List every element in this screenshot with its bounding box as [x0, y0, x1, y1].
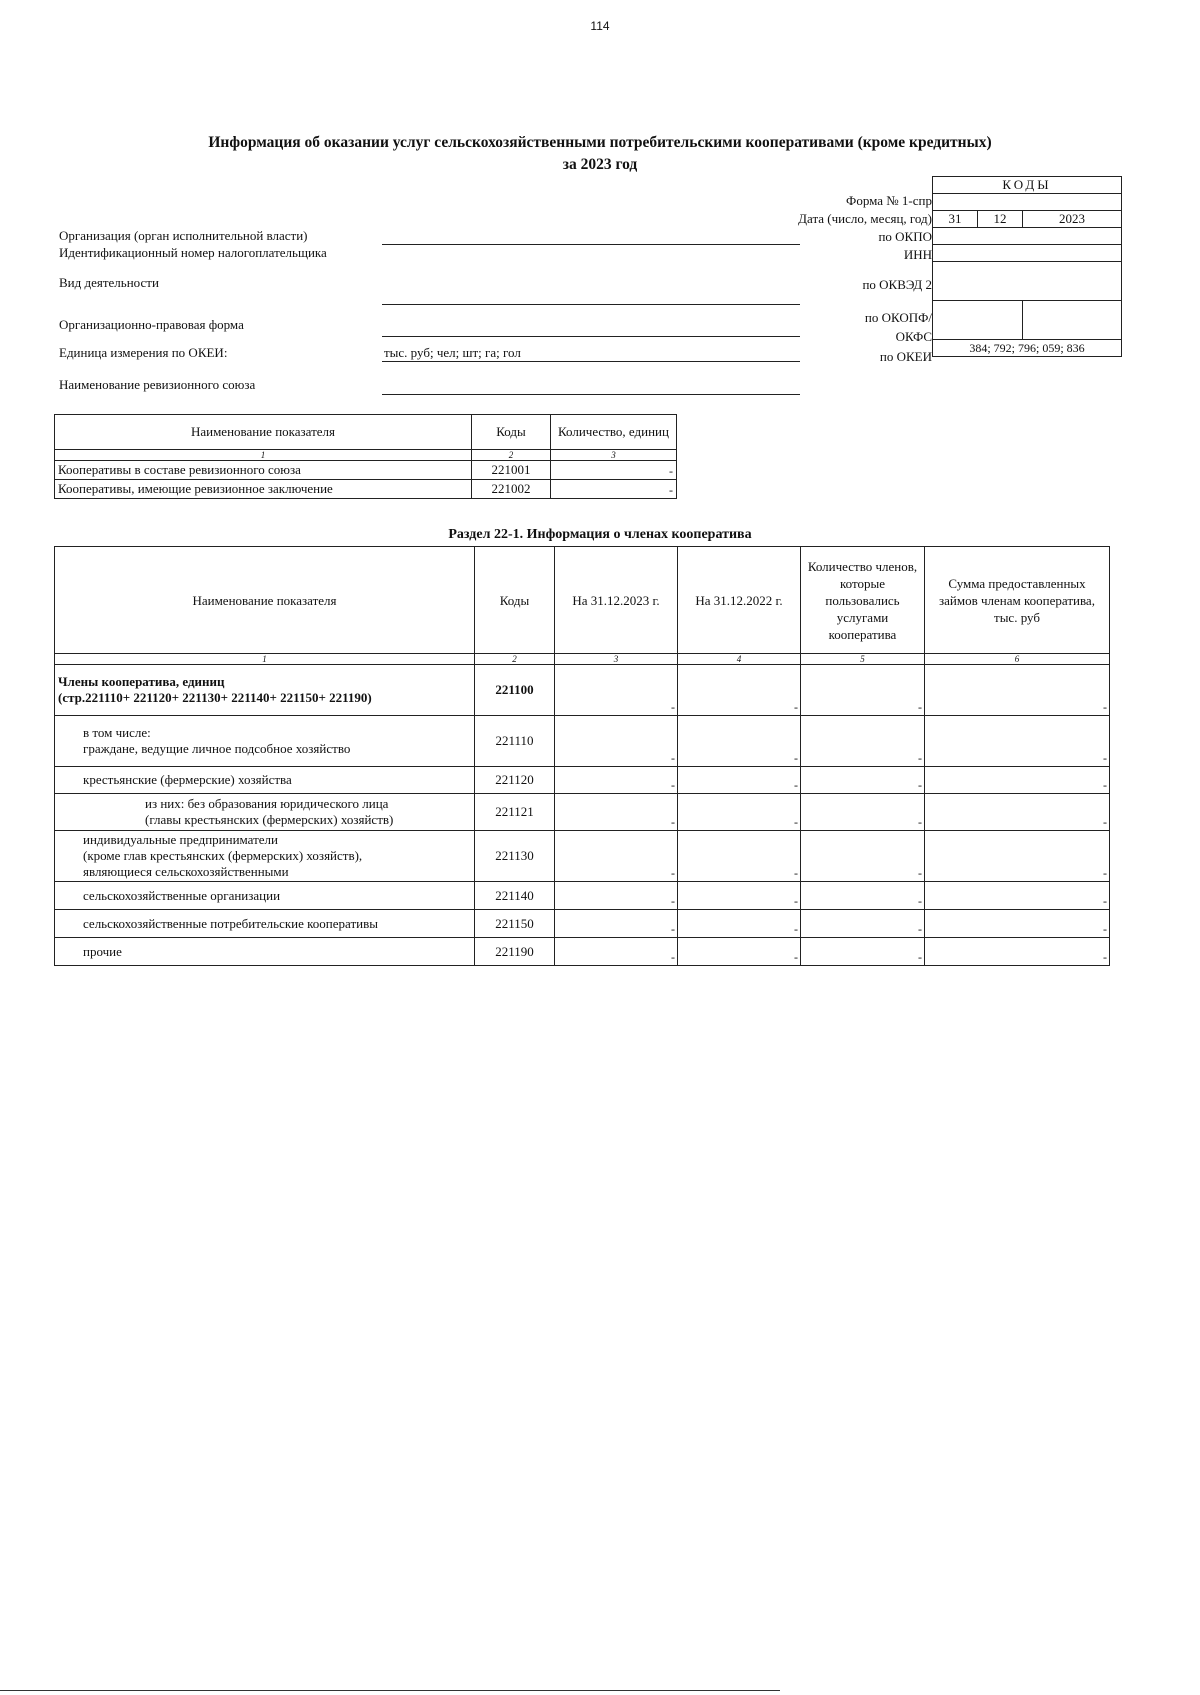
okfs-code-cell[interactable]: [1023, 301, 1122, 340]
value-members-used[interactable]: -: [801, 910, 925, 938]
row-name-line: граждане, ведущие личное подсобное хозяйство: [83, 741, 351, 756]
audit-header-name: Наименование показателя: [55, 415, 472, 450]
inn-code-label: ИНН: [903, 247, 932, 262]
row-value[interactable]: -: [551, 480, 677, 499]
inn-label: Идентификационный номер налогоплательщика: [59, 245, 327, 260]
row-code: 221110: [475, 716, 555, 767]
col-number: 3: [551, 450, 677, 461]
col-number: 1: [55, 450, 472, 461]
value-members-used[interactable]: -: [801, 665, 925, 716]
date-year[interactable]: 2023: [1023, 211, 1122, 228]
table-row: [55, 794, 1110, 831]
activity-field-line[interactable]: [382, 304, 800, 305]
audit-header-code: Коды: [472, 415, 551, 450]
page-number: 114: [590, 19, 610, 33]
okpo-label: по ОКПО: [878, 229, 932, 244]
row-code: 221100: [475, 665, 555, 716]
unit-value: тыс. руб; чел; шт; га; гол: [384, 345, 521, 360]
row-name: [55, 831, 475, 882]
value-2023[interactable]: -: [555, 665, 678, 716]
value-members-used[interactable]: -: [801, 938, 925, 966]
table-row: [55, 665, 1110, 716]
value-2023[interactable]: -: [555, 882, 678, 910]
value-2022[interactable]: -: [678, 767, 801, 794]
col-number: 4: [678, 654, 801, 665]
row-code: 221140: [475, 882, 555, 910]
value-members-used[interactable]: -: [801, 831, 925, 882]
value-members-used[interactable]: -: [801, 882, 925, 910]
value-2022[interactable]: -: [678, 910, 801, 938]
header-members-used: Количество членов, которые пользовались услугами кооператива: [801, 547, 925, 654]
inn-code-cell[interactable]: [933, 245, 1122, 262]
form-code-cell[interactable]: [933, 194, 1122, 211]
row-name: крестьянские (фермерские) хозяйства: [55, 767, 475, 794]
audit-table: [54, 414, 677, 499]
section-title: Раздел 22-1. Информация о членах кооператива: [448, 527, 752, 542]
value-2023[interactable]: -: [555, 938, 678, 966]
value-members-used[interactable]: -: [801, 794, 925, 831]
value-loans-sum[interactable]: -: [925, 831, 1110, 882]
row-name-line: (стр.221110+ 221120+ 221130+ 221140+ 221150+ 221190): [58, 690, 372, 705]
okved-code-cell[interactable]: [933, 262, 1122, 301]
row-name-line: (кроме глав крестьянских (фермерских) хозяйств),: [83, 848, 363, 863]
row-code: 221190: [475, 938, 555, 966]
value-loans-sum[interactable]: -: [925, 767, 1110, 794]
table-row: [55, 461, 677, 480]
table-row: [55, 910, 1110, 938]
row-name: Кооперативы в составе ревизионного союза: [55, 461, 472, 480]
value-2022[interactable]: -: [678, 882, 801, 910]
unit-field-line[interactable]: [382, 361, 800, 362]
unit-label: Единица измерения по ОКЕИ:: [59, 345, 228, 360]
header-code: Коды: [475, 547, 555, 654]
row-name-line: Члены кооператива, единиц: [58, 674, 225, 689]
okved-label: по ОКВЭД 2: [862, 277, 932, 292]
row-code: 221150: [475, 910, 555, 938]
header-2022: На 31.12.2022 г.: [678, 547, 801, 654]
value-loans-sum[interactable]: -: [925, 665, 1110, 716]
value-loans-sum[interactable]: -: [925, 716, 1110, 767]
date-label: Дата (число, месяц, год): [798, 211, 932, 226]
header-name: Наименование показателя: [55, 547, 475, 654]
row-name-line: из них: без образования юридического лица: [145, 796, 389, 811]
value-loans-sum[interactable]: -: [925, 910, 1110, 938]
row-name-line: (главы крестьянских (фермерских) хозяйств): [145, 812, 394, 827]
col-number: 5: [801, 654, 925, 665]
row-name: Кооперативы, имеющие ревизионное заключение: [55, 480, 472, 499]
title-line-1: Информация об оказании услуг сельскохозяйственными потребительскими кооперативами (кроме кредитных): [208, 134, 992, 151]
legal-form-field-line[interactable]: [382, 336, 800, 337]
audit-header-qty: Количество, единиц: [551, 415, 677, 450]
audit-union-label: Наименование ревизионного союза: [59, 377, 256, 392]
org-field-line[interactable]: [382, 244, 800, 245]
okopf-code-cell[interactable]: [933, 301, 1023, 340]
row-name: прочие: [55, 938, 475, 966]
row-name-line: в том числе:: [83, 725, 151, 740]
okopf-label: по ОКОПФ/: [864, 310, 932, 325]
header-loans-sum: Сумма предоставленных займов членам кооператива, тыс. руб: [925, 547, 1110, 654]
col-number: 2: [472, 450, 551, 461]
form-label: Форма № 1-спр: [846, 193, 932, 208]
col-number: 1: [55, 654, 475, 665]
org-label: Организация (орган исполнительной власти): [59, 228, 308, 243]
table-row: [55, 938, 1110, 966]
value-members-used[interactable]: -: [801, 716, 925, 767]
table-row: [55, 767, 1110, 794]
value-loans-sum[interactable]: -: [925, 882, 1110, 910]
value-2023[interactable]: -: [555, 910, 678, 938]
row-name: сельскохозяйственные потребительские кооперативы: [55, 910, 475, 938]
row-code: 221120: [475, 767, 555, 794]
okei-label: по ОКЕИ: [879, 349, 932, 364]
table-row: [55, 480, 677, 499]
members-table: [54, 546, 1110, 966]
value-loans-sum[interactable]: -: [925, 794, 1110, 831]
row-code: 221130: [475, 831, 555, 882]
row-name: [55, 665, 475, 716]
value-2023[interactable]: -: [555, 794, 678, 831]
value-2023[interactable]: -: [555, 767, 678, 794]
row-name-line: индивидуальные предприниматели: [83, 832, 278, 847]
codes-table: [932, 176, 1122, 357]
value-2022[interactable]: -: [678, 938, 801, 966]
value-2023[interactable]: -: [555, 831, 678, 882]
value-2023[interactable]: -: [555, 716, 678, 767]
value-members-used[interactable]: -: [801, 767, 925, 794]
value-2022[interactable]: -: [678, 716, 801, 767]
date-day[interactable]: 31: [933, 211, 978, 228]
codes-header: КОДЫ: [933, 177, 1122, 194]
table-row: [55, 716, 1110, 767]
okei-code-cell[interactable]: 384; 792; 796; 059; 836: [933, 340, 1122, 357]
row-name: [55, 794, 475, 831]
legal-form-label: Организационно-правовая форма: [59, 317, 244, 332]
row-code: 221001: [472, 461, 551, 480]
row-name-line: являющиеся сельскохозяйственными: [83, 864, 289, 879]
date-month[interactable]: 12: [978, 211, 1023, 228]
col-number: 3: [555, 654, 678, 665]
header-2023: На 31.12.2023 г.: [555, 547, 678, 654]
okpo-code-cell[interactable]: [933, 228, 1122, 245]
value-loans-sum[interactable]: -: [925, 938, 1110, 966]
title-line-2: за 2023 год: [562, 156, 638, 173]
table-row: [55, 831, 1110, 882]
row-code: 221121: [475, 794, 555, 831]
row-value[interactable]: -: [551, 461, 677, 480]
document-title: [0, 132, 1200, 176]
row-name: сельскохозяйственные организации: [55, 882, 475, 910]
col-number: 6: [925, 654, 1110, 665]
row-name: [55, 716, 475, 767]
value-2022[interactable]: -: [678, 665, 801, 716]
okfs-label: ОКФС: [895, 329, 932, 344]
value-2022[interactable]: -: [678, 831, 801, 882]
value-2022[interactable]: -: [678, 794, 801, 831]
row-code: 221002: [472, 480, 551, 499]
activity-label: Вид деятельности: [59, 275, 159, 290]
audit-union-field-line[interactable]: [382, 394, 800, 395]
page-bottom-rule: [0, 1690, 780, 1691]
table-row: [55, 882, 1110, 910]
col-number: 2: [475, 654, 555, 665]
